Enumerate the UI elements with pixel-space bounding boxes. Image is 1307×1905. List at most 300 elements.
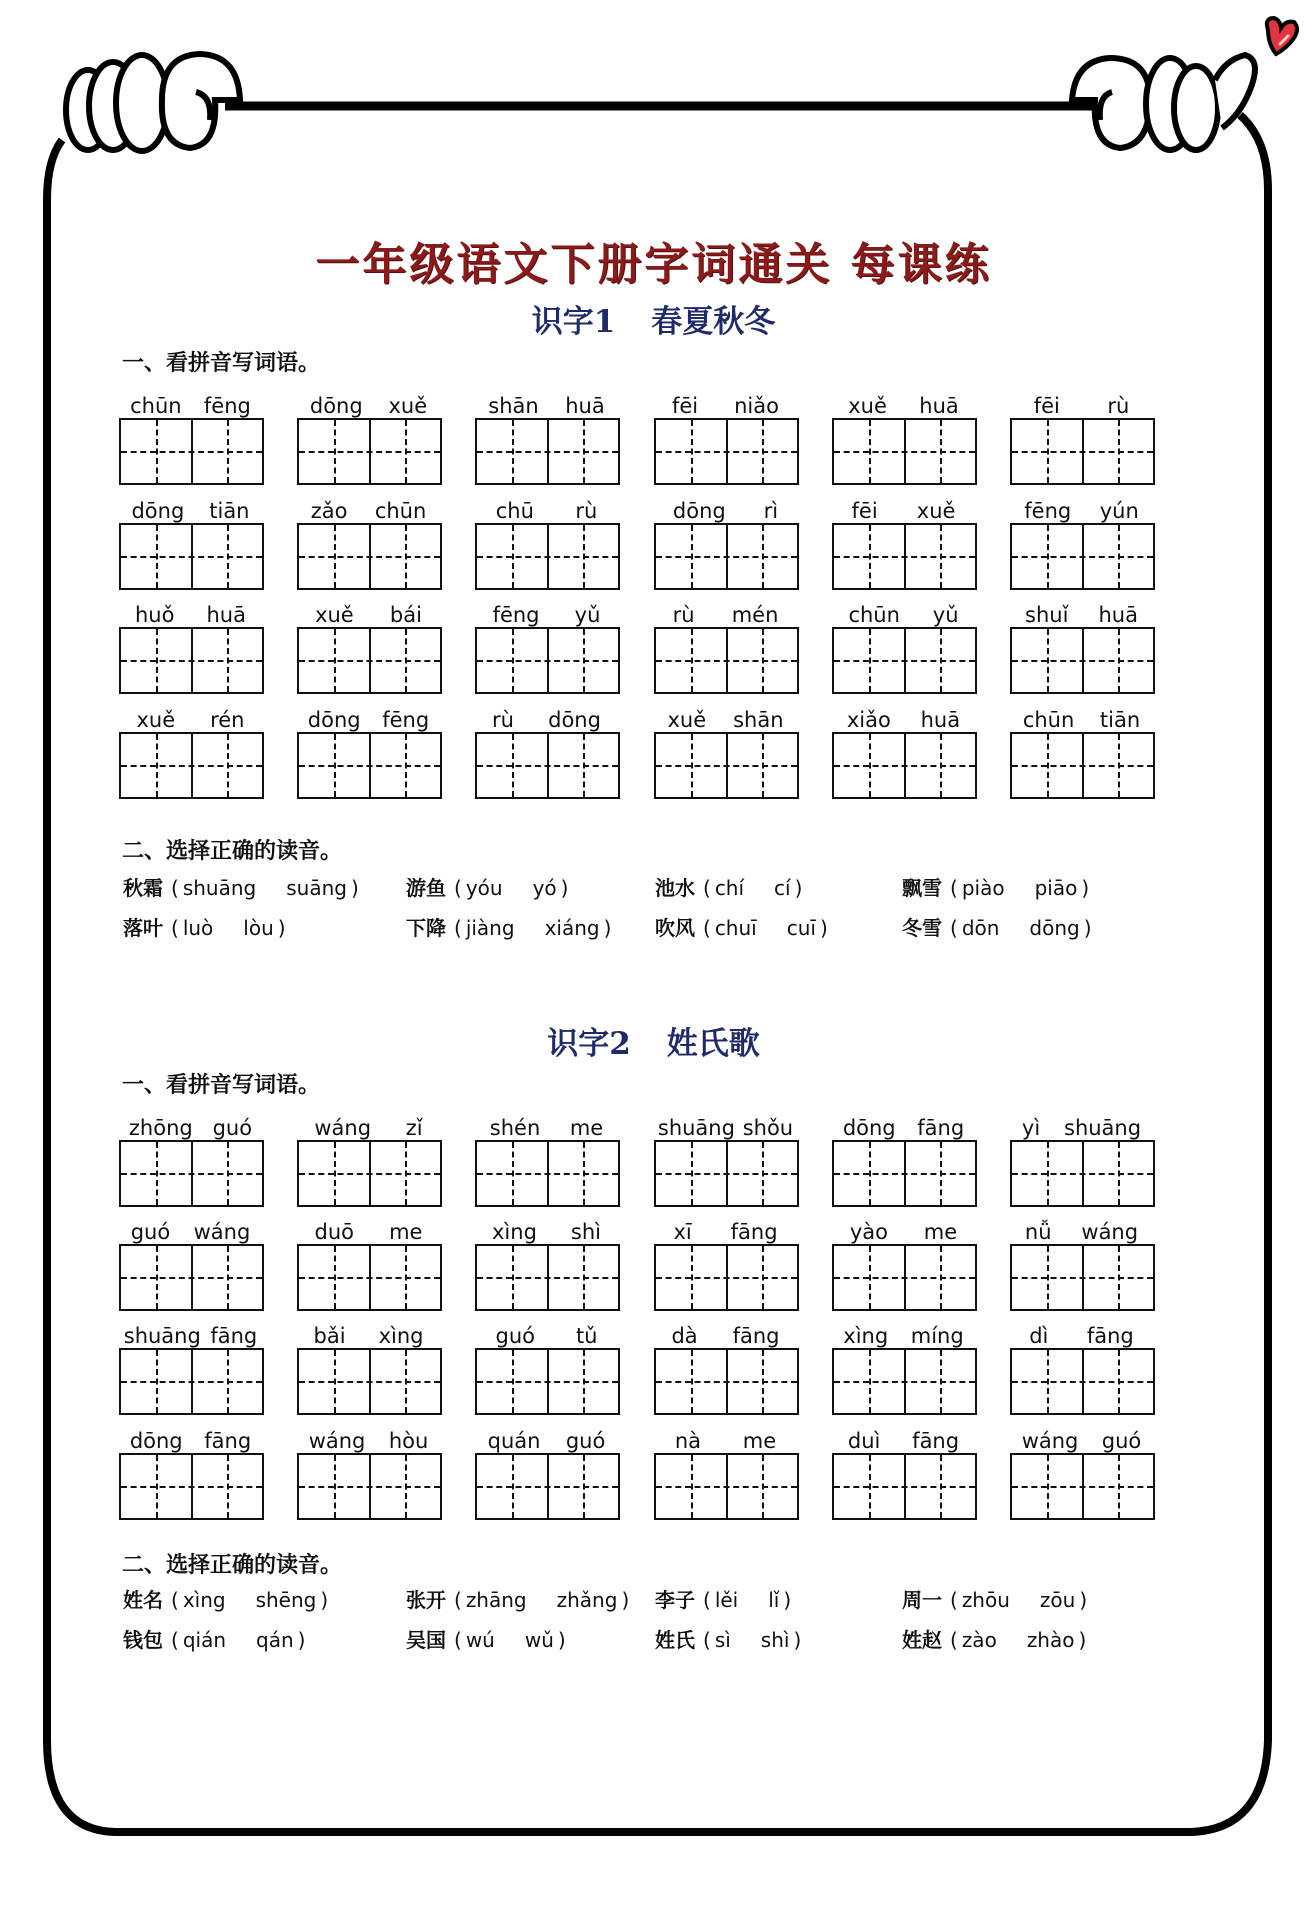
pinyin-syllable: shǒu (742, 1116, 794, 1140)
pronunciation-choice-item (406, 1628, 566, 1652)
tianzige-writing-box[interactable] (297, 732, 442, 799)
close-paren: ) (819, 916, 828, 940)
guide-line (156, 629, 158, 692)
open-paren: ( (454, 916, 462, 940)
pinyin-label (654, 1114, 797, 1142)
pinyin-syllable: fāng (912, 1429, 960, 1453)
option-b[interactable]: qán (256, 1628, 294, 1652)
pinyin-syllable: fēng (492, 603, 540, 627)
guide-line (299, 1277, 440, 1279)
lesson-1-number: 识字1 (531, 304, 616, 340)
tianzige-writing-box[interactable] (654, 523, 799, 590)
open-paren: ( (703, 1628, 711, 1652)
open-paren: ( (703, 916, 711, 940)
close-paren: ) (1081, 876, 1090, 900)
guide-line (762, 1246, 764, 1309)
tianzige-writing-box[interactable] (475, 1140, 620, 1207)
guide-line (869, 1246, 871, 1309)
pinyin-label (475, 1427, 618, 1455)
pinyin-syllable: shuǐ (1025, 603, 1069, 627)
pinyin-label (832, 392, 975, 420)
open-paren: ( (454, 1628, 462, 1652)
choice-word: 张开 (406, 1588, 446, 1612)
guide-line (1118, 734, 1120, 797)
pinyin-syllable: duì (847, 1429, 881, 1453)
guide-line (583, 1350, 585, 1413)
tianzige-writing-box[interactable] (832, 627, 977, 694)
guide-line (299, 660, 440, 662)
guide-line (227, 734, 229, 797)
tianzige-writing-box[interactable] (297, 1453, 442, 1520)
pinyin-syllable: tiān (209, 499, 250, 523)
pinyin-label (1010, 497, 1153, 525)
close-paren: ) (793, 1628, 802, 1652)
pinyin-syllable: fēng (203, 394, 251, 418)
option-b[interactable]: zhào (1026, 1628, 1075, 1652)
pinyin-syllable: dōng (309, 394, 363, 418)
guide-line (583, 629, 585, 692)
open-paren: ( (950, 916, 958, 940)
guide-line (405, 629, 407, 692)
guide-line (762, 1455, 764, 1518)
tianzige-writing-box[interactable] (654, 1140, 799, 1207)
pinyin-syllable: zǐ (405, 1116, 423, 1140)
choice-word: 姓名 (123, 1588, 163, 1612)
option-a[interactable]: sì (714, 1628, 731, 1652)
tianzige-writing-box[interactable] (654, 418, 799, 485)
guide-line (940, 1246, 942, 1309)
pinyin-syllable: dōng (672, 499, 726, 523)
pinyin-syllable: shān (733, 708, 784, 732)
guide-line (477, 765, 618, 767)
guide-line (1012, 556, 1153, 558)
tianzige-writing-box[interactable] (475, 1244, 620, 1311)
pronunciation-choice-item (123, 916, 286, 940)
option-a[interactable]: zhōu (961, 1588, 1010, 1612)
option-b[interactable]: suāng (286, 876, 347, 900)
tianzige-writing-box[interactable] (832, 1348, 977, 1415)
option-a[interactable]: lěi (714, 1588, 739, 1612)
option-b[interactable]: piāo (1034, 876, 1078, 900)
close-paren: ) (794, 876, 803, 900)
pinyin-syllable: guó (495, 1324, 535, 1348)
guide-line (334, 525, 336, 588)
guide-line (121, 765, 262, 767)
option-b[interactable]: cí (774, 876, 791, 900)
open-paren: ( (454, 1588, 462, 1612)
pinyin-label (1010, 392, 1153, 420)
pronunciation-choice-item (406, 876, 568, 900)
tianzige-writing-box[interactable] (1010, 1348, 1155, 1415)
pinyin-label (832, 706, 975, 734)
guide-line (1118, 420, 1120, 483)
guide-line (656, 660, 797, 662)
pinyin-syllable: dōng (842, 1116, 896, 1140)
guide-line (691, 734, 693, 797)
guide-line (405, 1455, 407, 1518)
pronunciation-choice-item (406, 916, 611, 940)
guide-line (477, 1381, 618, 1383)
tianzige-writing-box[interactable] (297, 523, 442, 590)
pinyin-syllable: bǎi (313, 1324, 346, 1348)
pinyin-syllable: rù (1107, 394, 1130, 418)
guide-line (691, 1246, 693, 1309)
pinyin-syllable: yào (849, 1220, 889, 1244)
guide-line (477, 556, 618, 558)
pinyin-label (832, 1114, 975, 1142)
tianzige-writing-box[interactable] (1010, 732, 1155, 799)
tianzige-writing-box[interactable] (832, 1140, 977, 1207)
tianzige-writing-box[interactable] (119, 418, 264, 485)
option-b[interactable]: shēng (255, 1588, 317, 1612)
pinyin-syllable: zǎo (310, 499, 348, 523)
guide-line (1047, 420, 1049, 483)
guide-line (1118, 525, 1120, 588)
guide-line (156, 525, 158, 588)
guide-line (227, 525, 229, 588)
pinyin-label (297, 1322, 440, 1350)
option-b[interactable]: lòu (243, 916, 274, 940)
pinyin-label (119, 497, 262, 525)
option-a[interactable]: luò (182, 916, 214, 940)
tianzige-writing-box[interactable] (119, 732, 264, 799)
pinyin-label (475, 1218, 618, 1246)
tianzige-writing-box[interactable] (832, 1244, 977, 1311)
pinyin-syllable: shuāng (657, 1116, 735, 1140)
pinyin-syllable: fēi (671, 394, 699, 418)
guide-line (477, 1486, 618, 1488)
close-paren: ) (603, 916, 612, 940)
option-a[interactable]: piào (961, 876, 1005, 900)
open-paren: ( (171, 1588, 179, 1612)
guide-line (405, 1142, 407, 1205)
pronunciation-choice-item (655, 1588, 791, 1612)
close-paren: ) (560, 876, 569, 900)
tianzige-writing-box[interactable] (119, 627, 264, 694)
pronunciation-choice-item (902, 1588, 1087, 1612)
guide-line (405, 420, 407, 483)
tianzige-writing-box[interactable] (297, 1140, 442, 1207)
guide-line (1012, 1277, 1153, 1279)
option-b[interactable]: zhǎng (556, 1588, 618, 1612)
guide-line (869, 629, 871, 692)
pinyin-syllable: fāng (732, 1324, 780, 1348)
close-paren: ) (277, 916, 286, 940)
pinyin-label (475, 706, 618, 734)
option-a[interactable]: dōn (961, 916, 1000, 940)
tianzige-writing-box[interactable] (119, 523, 264, 590)
close-paren: ) (320, 1588, 329, 1612)
guide-line (834, 1173, 975, 1175)
pinyin-label (119, 1218, 262, 1246)
guide-line (121, 556, 262, 558)
guide-line (227, 629, 229, 692)
guide-line (121, 660, 262, 662)
pinyin-syllable: shuāng (1064, 1116, 1142, 1140)
guide-line (477, 451, 618, 453)
tianzige-writing-box[interactable] (1010, 523, 1155, 590)
pinyin-label (297, 497, 440, 525)
option-b[interactable]: cuī (786, 916, 816, 940)
guide-line (1047, 734, 1049, 797)
pinyin-label (119, 1114, 262, 1142)
guide-line (1118, 1246, 1120, 1309)
choice-word: 池水 (655, 876, 695, 900)
pinyin-syllable: chūn (1022, 708, 1075, 732)
pinyin-syllable: nà (674, 1429, 702, 1453)
guide-line (869, 1350, 871, 1413)
pinyin-syllable: xìng (378, 1324, 424, 1348)
pinyin-syllable: chū (495, 499, 534, 523)
guide-line (156, 1350, 158, 1413)
choice-word: 飘雪 (902, 876, 942, 900)
tianzige-writing-box[interactable] (119, 1453, 264, 1520)
close-paren: ) (557, 1628, 566, 1652)
guide-line (691, 1455, 693, 1518)
guide-line (512, 1350, 514, 1413)
option-b[interactable]: zōu (1039, 1588, 1076, 1612)
pinyin-label (832, 497, 975, 525)
guide-line (1047, 1350, 1049, 1413)
tianzige-writing-box[interactable] (297, 418, 442, 485)
pinyin-syllable: fēi (1033, 394, 1060, 418)
pronunciation-choice-item (902, 876, 1089, 900)
tianzige-writing-box[interactable] (1010, 1244, 1155, 1311)
guide-line (940, 1455, 942, 1518)
pinyin-syllable: fāng (917, 1116, 965, 1140)
tianzige-writing-box[interactable] (1010, 418, 1155, 485)
pinyin-syllable: huǒ (135, 603, 175, 627)
pinyin-syllable: xuě (388, 394, 428, 418)
lesson-1-section-1-heading: 一、看拼音写词语。 (122, 351, 321, 376)
guide-line (1047, 1246, 1049, 1309)
guide-line (1012, 451, 1153, 453)
guide-line (1118, 629, 1120, 692)
tianzige-writing-box[interactable] (832, 732, 977, 799)
close-paren: ) (1083, 916, 1092, 940)
pinyin-syllable: mén (731, 603, 779, 627)
guide-line (869, 420, 871, 483)
guide-line (691, 1350, 693, 1413)
guide-line (405, 525, 407, 588)
pinyin-syllable: yǔ (574, 603, 601, 627)
option-a[interactable]: jiàng (465, 916, 515, 940)
tianzige-writing-box[interactable] (1010, 1140, 1155, 1207)
guide-line (1047, 1455, 1049, 1518)
guide-line (1012, 1486, 1153, 1488)
pinyin-label (1010, 1322, 1153, 1350)
tianzige-writing-box[interactable] (119, 1244, 264, 1311)
tianzige-writing-box[interactable] (832, 1453, 977, 1520)
tianzige-writing-box[interactable] (1010, 627, 1155, 694)
pinyin-syllable: hòu (388, 1429, 429, 1453)
pinyin-syllable: xuě (136, 708, 176, 732)
pronunciation-choice-item (902, 1628, 1086, 1652)
tianzige-writing-box[interactable] (475, 418, 620, 485)
option-a[interactable]: yóu (465, 876, 503, 900)
pinyin-syllable: rù (492, 708, 514, 732)
guide-line (869, 1455, 871, 1518)
open-paren: ( (171, 1628, 179, 1652)
tianzige-writing-box[interactable] (654, 1348, 799, 1415)
pinyin-syllable: tǔ (575, 1324, 598, 1348)
guide-line (227, 1142, 229, 1205)
guide-line (477, 660, 618, 662)
pinyin-label (475, 1114, 618, 1142)
tianzige-writing-box[interactable] (475, 1453, 620, 1520)
guide-line (940, 1142, 942, 1205)
close-paren: ) (350, 876, 359, 900)
tianzige-writing-box[interactable] (297, 627, 442, 694)
pinyin-syllable: wáng (1021, 1429, 1079, 1453)
pinyin-syllable: wáng (193, 1220, 251, 1244)
pinyin-syllable: xìng (843, 1324, 889, 1348)
option-a[interactable]: chuī (714, 916, 757, 940)
pinyin-syllable: fēng (1024, 499, 1072, 523)
tianzige-writing-box[interactable] (119, 1348, 264, 1415)
option-a[interactable]: xìng (182, 1588, 226, 1612)
pinyin-syllable: dōng (307, 708, 361, 732)
guide-line (656, 765, 797, 767)
guide-line (691, 420, 693, 483)
lesson-2-name: 姓氏歌 (666, 1026, 760, 1062)
option-b[interactable]: shì (760, 1628, 790, 1652)
open-paren: ( (703, 876, 711, 900)
choice-word: 秋霜 (123, 876, 163, 900)
tianzige-writing-box[interactable] (119, 1140, 264, 1207)
pinyin-syllable: guó (212, 1116, 253, 1140)
pinyin-label (654, 601, 797, 629)
tianzige-writing-box[interactable] (654, 1244, 799, 1311)
guide-line (299, 451, 440, 453)
tianzige-writing-box[interactable] (297, 1244, 442, 1311)
choice-word: 姓赵 (902, 1628, 942, 1652)
lesson-2-section-1-heading: 一、看拼音写词语。 (122, 1073, 321, 1098)
tianzige-writing-box[interactable] (832, 418, 977, 485)
tianzige-writing-box[interactable] (654, 627, 799, 694)
pinyin-syllable: xuě (315, 603, 354, 627)
guide-line (512, 525, 514, 588)
option-b[interactable]: yó (532, 876, 557, 900)
lesson-2-section-2-heading: 二、选择正确的读音。 (122, 1553, 343, 1578)
guide-line (940, 734, 942, 797)
option-b[interactable]: wǔ (524, 1628, 554, 1652)
pinyin-label (297, 706, 440, 734)
guide-line (834, 1381, 975, 1383)
guide-line (1012, 1381, 1153, 1383)
pinyin-label (297, 1218, 440, 1246)
guide-line (334, 629, 336, 692)
tianzige-writing-box[interactable] (475, 627, 620, 694)
tianzige-writing-box[interactable] (297, 1348, 442, 1415)
option-b[interactable]: lǐ (768, 1588, 780, 1612)
pronunciation-choice-item (655, 1628, 801, 1652)
tianzige-writing-box[interactable] (654, 732, 799, 799)
guide-line (583, 734, 585, 797)
tianzige-writing-box[interactable] (832, 523, 977, 590)
lesson-1-section-2-heading: 二、选择正确的读音。 (122, 839, 343, 864)
option-a[interactable]: qián (182, 1628, 226, 1652)
pinyin-label (297, 601, 440, 629)
guide-line (299, 765, 440, 767)
pronunciation-choice-item (123, 1588, 328, 1612)
lesson-2-title (0, 1018, 1307, 1063)
guide-line (656, 451, 797, 453)
close-paren: ) (621, 1588, 630, 1612)
pinyin-syllable: chūn (848, 603, 900, 627)
guide-line (1047, 525, 1049, 588)
guide-line (762, 629, 764, 692)
pinyin-syllable: guó (1101, 1429, 1142, 1453)
tianzige-writing-box[interactable] (654, 1453, 799, 1520)
pinyin-syllable: míng (910, 1324, 964, 1348)
guide-line (940, 1350, 942, 1413)
option-a[interactable]: chí (714, 876, 745, 900)
guide-line (299, 1173, 440, 1175)
guide-line (1047, 1142, 1049, 1205)
pinyin-syllable: bái (389, 603, 422, 627)
guide-line (656, 1173, 797, 1175)
pinyin-syllable: huā (565, 394, 605, 418)
lesson-2-number: 识字2 (547, 1026, 631, 1062)
option-a[interactable]: wú (465, 1628, 495, 1652)
pinyin-syllable: shuāng (123, 1324, 201, 1348)
pinyin-syllable: wáng (308, 1429, 366, 1453)
pinyin-syllable: xiǎo (846, 708, 891, 732)
pinyin-syllable: huā (920, 708, 961, 732)
pinyin-label (475, 497, 618, 525)
pinyin-label (1010, 1114, 1153, 1142)
guide-line (583, 1142, 585, 1205)
pronunciation-choice-item (902, 916, 1092, 940)
pinyin-label (654, 1218, 797, 1246)
pinyin-syllable: chūn (374, 499, 427, 523)
guide-line (156, 1246, 158, 1309)
pinyin-label (475, 392, 618, 420)
tianzige-writing-box[interactable] (475, 523, 620, 590)
pinyin-syllable: wáng (1081, 1220, 1139, 1244)
option-a[interactable]: zào (961, 1628, 997, 1652)
option-b[interactable]: dōng (1029, 916, 1080, 940)
option-b[interactable]: xiáng (544, 916, 600, 940)
guide-line (512, 420, 514, 483)
guide-line (121, 1486, 262, 1488)
guide-line (477, 1277, 618, 1279)
close-paren: ) (1078, 1628, 1087, 1652)
guide-line (405, 1246, 407, 1309)
guide-line (762, 420, 764, 483)
guide-line (1012, 1173, 1153, 1175)
guide-line (405, 1350, 407, 1413)
pinyin-syllable: nǚ (1024, 1220, 1052, 1244)
choice-word: 吹风 (655, 916, 695, 940)
pinyin-label (654, 497, 797, 525)
option-a[interactable]: zhāng (465, 1588, 527, 1612)
tianzige-writing-box[interactable] (1010, 1453, 1155, 1520)
guide-line (156, 734, 158, 797)
guide-line (227, 1246, 229, 1309)
pinyin-syllable: huā (919, 394, 959, 418)
pinyin-label (654, 1322, 797, 1350)
tianzige-writing-box[interactable] (475, 732, 620, 799)
option-a[interactable]: shuāng (182, 876, 257, 900)
pinyin-label (1010, 1218, 1153, 1246)
pinyin-syllable: xuě (667, 708, 707, 732)
tianzige-writing-box[interactable] (475, 1348, 620, 1415)
guide-line (869, 734, 871, 797)
pinyin-syllable: guó (130, 1220, 171, 1244)
guide-line (334, 1455, 336, 1518)
